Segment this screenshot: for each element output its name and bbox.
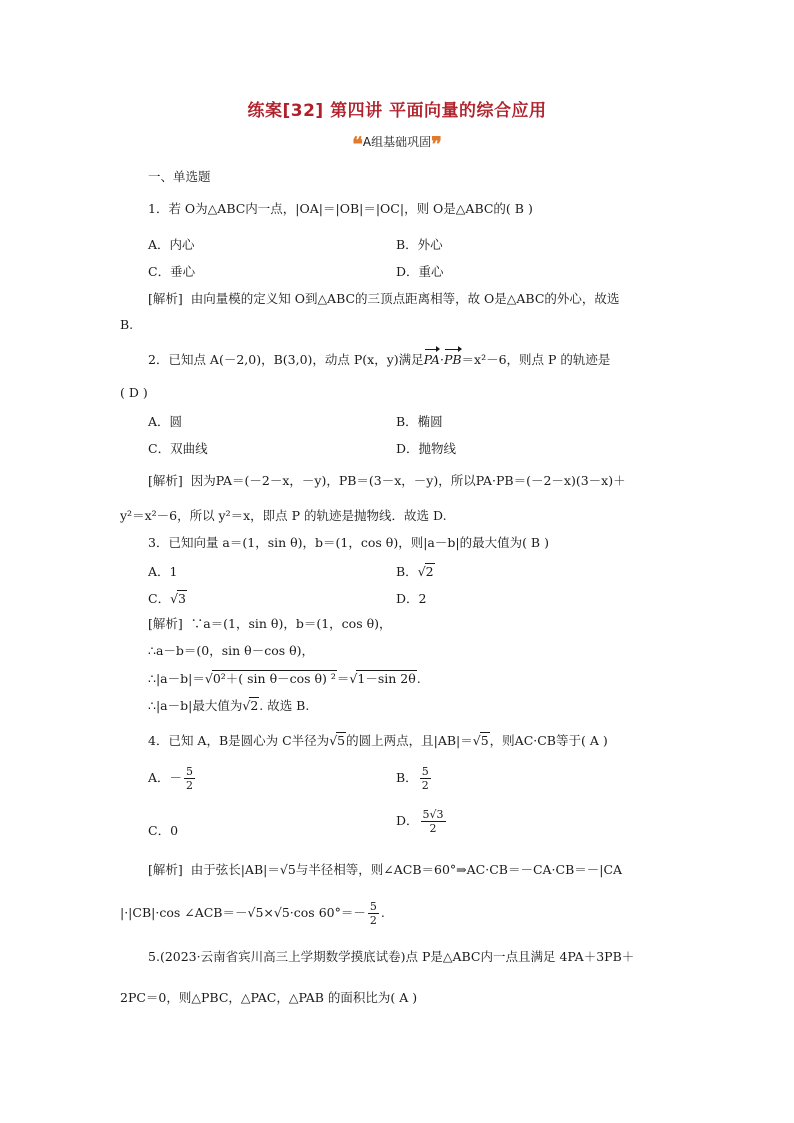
q4-option-c: C．0 [148, 823, 179, 838]
q1-analysis [148, 291, 619, 307]
sqrt-radicand: 3 [178, 591, 186, 606]
question-number: 2． [148, 352, 169, 367]
analysis-text-end: . [380, 905, 385, 920]
q4-option-d [396, 808, 448, 835]
fraction-denominator: 2 [186, 779, 194, 792]
quote-close-icon: ❞ [431, 132, 442, 156]
vector-pb: PB [443, 352, 462, 367]
q4-analysis [148, 862, 622, 878]
q4-option-b [396, 765, 433, 792]
option-prefix: C． [148, 591, 171, 606]
analysis-text: ∵a＝(1，sin θ)，b＝(1，cos θ)， [190, 616, 392, 631]
option-prefix: D． [396, 813, 419, 828]
q3-analysis-4: ∴|a－b|最大值为√2. 故选 B. [148, 698, 310, 713]
sqrt-radicand: 5 [337, 733, 346, 748]
q3-option-c: C．√3 [148, 591, 186, 606]
option-prefix: B． [396, 770, 418, 785]
analysis-text-post: . 故选 B. [259, 698, 310, 713]
sqrt-radicand: 2 [425, 564, 434, 579]
sqrt-radicand: 1－sin 2θ [357, 671, 416, 686]
q1-option-c: C．垂心 [148, 264, 196, 279]
question-text: (2023·云南省宾川高三上学期数学摸底试卷)点 P是△ABC内一点且满足 4PA＋3PB＋ [159, 949, 635, 964]
analysis-tag: [解析] [148, 616, 183, 631]
fraction [421, 808, 446, 835]
analysis-text-mid: ＝ [336, 671, 350, 686]
q1-analysis-cont: B. [120, 317, 134, 332]
q2-analysis [148, 473, 626, 489]
fraction-numerator: 5 [421, 765, 429, 778]
page-title: 练案[32] 第四讲 平面向量的综合应用 [247, 101, 547, 121]
sqrt-radicand: 0²＋( sin θ－cos θ) ² [212, 671, 336, 686]
analysis-text: 由于弦长|AB|＝√5与半径相等，则∠ACB＝60°⇒AC·CB＝－CA·CB＝－|CA [190, 862, 623, 877]
question-text-post: ，则AC·CB等于( A ) [489, 733, 608, 748]
question-text: 已知向量 a＝(1，sin θ)，b＝(1，cos θ)，则|a－b|的最大值为( B ) [168, 535, 549, 550]
analysis-text-pre: ∴|a－b|＝ [148, 671, 205, 686]
analysis-text: 因为PA＝(－2－x，－y)，PB＝(3－x，－y)，所以PA·PB＝(－2－x)(3－x)＋ [190, 473, 626, 488]
question-1-stem [148, 201, 533, 217]
q1-option-d: D．重心 [396, 264, 444, 279]
q4-option-a [148, 765, 197, 792]
q3-option-d: D．2 [396, 591, 427, 606]
question-5-stem [148, 949, 634, 965]
quote-open-icon: ❝ [352, 132, 363, 156]
analysis-text-pre: |·|CB|·cos ∠ACB＝－√5×√5·cos 60°＝－ [120, 905, 366, 920]
q2-option-c: C．双曲线 [148, 441, 208, 456]
question-2-stem [148, 352, 610, 368]
fraction [420, 765, 431, 792]
analysis-tag: [解析] [148, 473, 183, 488]
q3-analysis-1 [148, 616, 392, 632]
question-text: 若 O为△ABC内一点，|OA|＝|OB|＝|OC|，则 O是△ABC的( B ) [168, 201, 533, 216]
fraction-denominator: 2 [369, 914, 377, 927]
q4-analysis-cont [120, 900, 385, 927]
question-text-dot: · [439, 352, 444, 367]
fraction-denominator: 2 [421, 779, 429, 792]
sqrt-radicand: 2 [250, 698, 259, 713]
group-label: A组基础巩固 [362, 135, 432, 149]
q1-option-a: A．内心 [148, 237, 195, 252]
fraction-numerator: 5 [369, 900, 377, 913]
q3-analysis-3: ∴|a－b|＝√0²＋( sin θ－cos θ) ²＝√1－sin 2θ. [148, 671, 421, 686]
q1-option-b: B．外心 [396, 237, 443, 252]
analysis-text: 由向量模的定义知 O到△ABC的三顶点距离相等，故 O是△ABC的外心，故选 [190, 291, 620, 306]
question-4-stem: 4．已知 A，B是圆心为 C半径为√5的圆上两点，且|AB|＝√5，则AC·CB等于( A ) [148, 733, 608, 748]
q3-analysis-2: ∴a－b＝(0，sin θ－cos θ)， [148, 643, 315, 658]
fraction-numerator: 5√3 [422, 808, 444, 821]
q2-option-a: A．圆 [148, 414, 183, 429]
question-text-pre: 已知 A，B是圆心为 C半径为 [168, 733, 330, 748]
q2-option-d: D．抛物线 [396, 441, 457, 456]
analysis-tag: [解析] [148, 862, 183, 877]
q2-answer: ( D ) [120, 385, 148, 400]
q2-analysis-cont: y²＝x²－6，所以 y²＝x，即点 P 的轨迹是抛物线．故选 D. [120, 508, 447, 523]
question-number: 3． [148, 535, 169, 550]
question-5-stem-cont: 2PC＝0，则△PBC，△PAC，△PAB 的面积比为( A ) [120, 990, 418, 1005]
group-heading [0, 132, 794, 156]
question-text-pre: 已知点 A(－2,0)，B(3,0)，动点 P(x，y)满足 [168, 352, 424, 367]
q3-option-a: A．1 [148, 564, 178, 579]
analysis-text-post: . [416, 671, 421, 686]
q2-option-b: B．椭圆 [396, 414, 443, 429]
question-number: 4． [148, 733, 169, 748]
vector-pa: PA [423, 352, 440, 367]
fraction-numerator: 5 [186, 765, 194, 778]
question-text-mid: 的圆上两点，且|AB|＝ [346, 733, 473, 748]
fraction [368, 900, 379, 927]
question-number: 1． [148, 201, 169, 216]
question-number: 5. [148, 949, 160, 964]
fraction [184, 765, 195, 792]
fraction-denominator: 2 [429, 822, 437, 835]
option-prefix: B． [396, 564, 418, 579]
sqrt-radicand: 5 [480, 733, 489, 748]
analysis-text-pre: ∴|a－b|最大值为 [148, 698, 243, 713]
section-heading: 一、单选题 [148, 169, 211, 184]
analysis-tag: [解析] [148, 291, 183, 306]
question-text-post: ＝x²－6，则点 P 的轨迹是 [461, 352, 611, 367]
question-3-stem [148, 535, 549, 551]
q3-option-b: B．√2 [396, 564, 434, 579]
option-prefix: A．－ [148, 770, 183, 785]
